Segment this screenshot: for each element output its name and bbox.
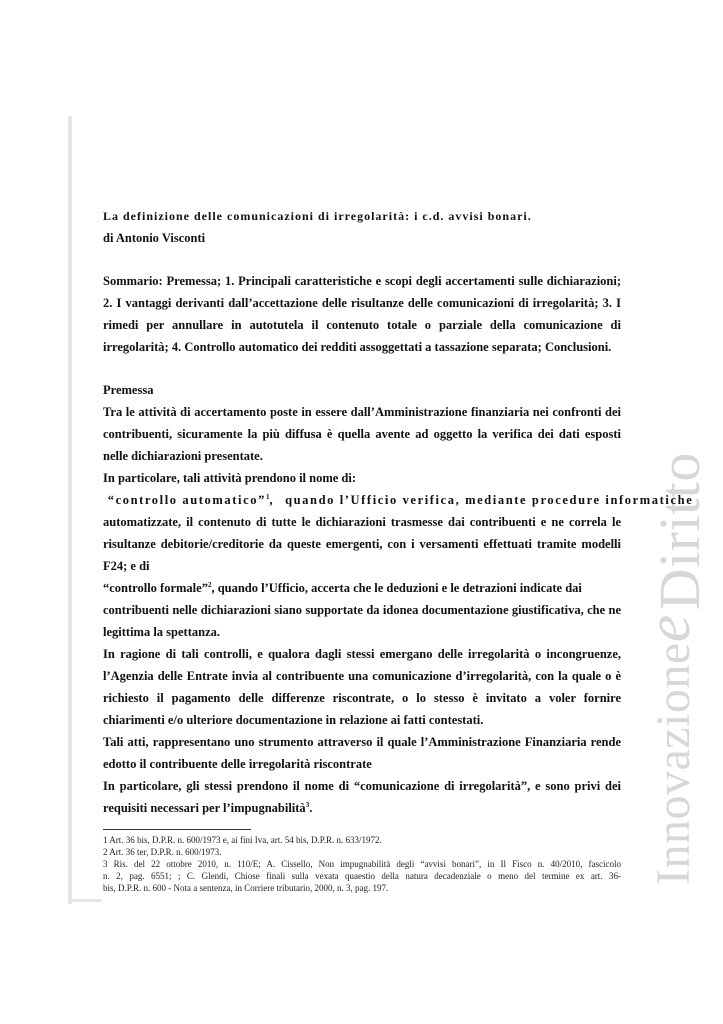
footnote-3-line: 3 Ris. del 22 ottobre 2010, n. 110/E; A. Cissello, Non impugnabilità degli “avvisi bonari”, in Il Fisco n. 40/2010, fascicolo [103, 859, 621, 869]
footnote-ref-1[interactable]: 1 [265, 493, 270, 501]
summary-line: irregolarità; 4. Controllo automatico dei redditi assoggettati a tassazione separata; Conclusioni. [103, 340, 612, 354]
article-title: La definizione delle comunicazioni di irregolarità: i c.d. avvisi bonari. [103, 209, 532, 223]
body-line: requisiti necessari per l’impugnabilità$^3$. [103, 801, 313, 815]
body-line: F24; e di [103, 559, 150, 573]
body-line: automatizzate, il contenuto di tutte le dichiarazioni trasmesse dai contribuenti e ne correla le [103, 515, 621, 529]
footnote-3-line: bis, D.P.R. n. 600 - Nota a sentenza, in Corriere tributario, 2000, n. 3, pag. 197. [103, 883, 389, 893]
body-text: quando l’Ufficio verifica, mediante procedure informatiche [285, 493, 694, 507]
margin-rule-horizontal [68, 899, 102, 902]
body-line: Tra le attività di accertamento poste in essere dall’Amministrazione finanziaria nei confronti dei [103, 405, 621, 419]
article-author: di Antonio Visconti [103, 231, 206, 245]
watermark-word-2: e [635, 614, 703, 643]
margin-rule-vertical [68, 116, 72, 904]
body-line: In particolare, gli stessi prendono il nome di “comunicazione di irregolarità”, e sono privi dei [103, 779, 621, 793]
footnote-ref-2[interactable]: 2 [207, 581, 212, 589]
footnote-2: 2 Art. 36 ter, D.P.R. n. 600/1973. [103, 847, 222, 857]
body-line: “controllo formale”$^2$, quando l’Ufficio, accerta che le deduzioni e le detrazioni indicate dai [103, 581, 582, 595]
body-line: legittima la spettanza. [103, 625, 220, 639]
watermark-logo [635, 452, 712, 885]
section-heading: Premessa [103, 383, 154, 397]
body-line: In particolare, tali attività prendono il nome di: [103, 471, 357, 485]
body-line: Tali atti, rappresentano uno strumento attraverso il quale l’Amministrazione Finanziaria rende [103, 735, 621, 749]
watermark-word-1: Innovazione [647, 642, 700, 885]
summary-paragraph [103, 270, 621, 358]
footnote-1: 1 Art. 36 bis, D.P.R. n. 600/1973 e, ai fini Iva, art. 54 bis, D.P.R. n. 633/1972. [103, 835, 382, 845]
summary-line: rimedi per annullare in autotutela il contenuto totale o parziale della comunicazione di [103, 318, 621, 332]
body-line: chiarimenti e/o ulteriore documentazione in relazione ai fatti contestati. [103, 713, 484, 727]
summary-line: 2. I vantaggi derivanti dall’accettazione delle risultanze delle comunicazioni di irregolarità; 3. I [103, 296, 621, 310]
body-line: contribuenti, sicuramente la più diffusa è quella avente ad oggetto la verifica dei dati esposti [103, 427, 621, 441]
footnote-separator [103, 829, 251, 830]
term-controllo-automatico: “controllo automatico” [103, 493, 266, 507]
term-controllo-formale: “controllo formale” [103, 581, 208, 595]
body-line: In ragione di tali controlli, e qualora dagli stessi emergano delle irregolarità o incongruenze, [103, 647, 621, 661]
body-line: nelle dichiarazioni presentate. [103, 449, 263, 463]
body-line: “controllo automatico”$^1$, quando l’Ufficio verifica, mediante procedure informatiche [103, 493, 694, 507]
body-line: risultanze debitorie/creditorie da queste emergenti, con i versamenti effettuati tramite modelli [103, 537, 621, 551]
footnotes [103, 834, 621, 894]
body-line: l’Agenzia delle Entrate invia al contribuente una comunicazione d’irregolarità, con la quale o è [103, 669, 621, 683]
summary-line: Sommario: Premessa; 1. Principali caratteristiche e scopi degli accertamenti sulle dichiarazioni; [103, 274, 621, 288]
footnote-ref-3[interactable]: 3 [305, 801, 310, 809]
body-line: edotto il contribuente delle irregolarità riscontrate [103, 757, 372, 771]
body-line: richiesto il pagamento delle differenze riscontrate, o lo stesso è invitato a voler fornire [103, 691, 621, 705]
body-line: contribuenti nelle dichiarazioni siano supportate da idonea documentazione giustificativa, che ne [103, 603, 621, 617]
watermark-word-3: Diritto [647, 452, 712, 611]
footnote-3-line: n. 2, pag. 6551; ; C. Glendi, Chiose finali sulla vexata quaestio della natura decadenziale o meno del termine ex art. 36- [103, 871, 621, 881]
